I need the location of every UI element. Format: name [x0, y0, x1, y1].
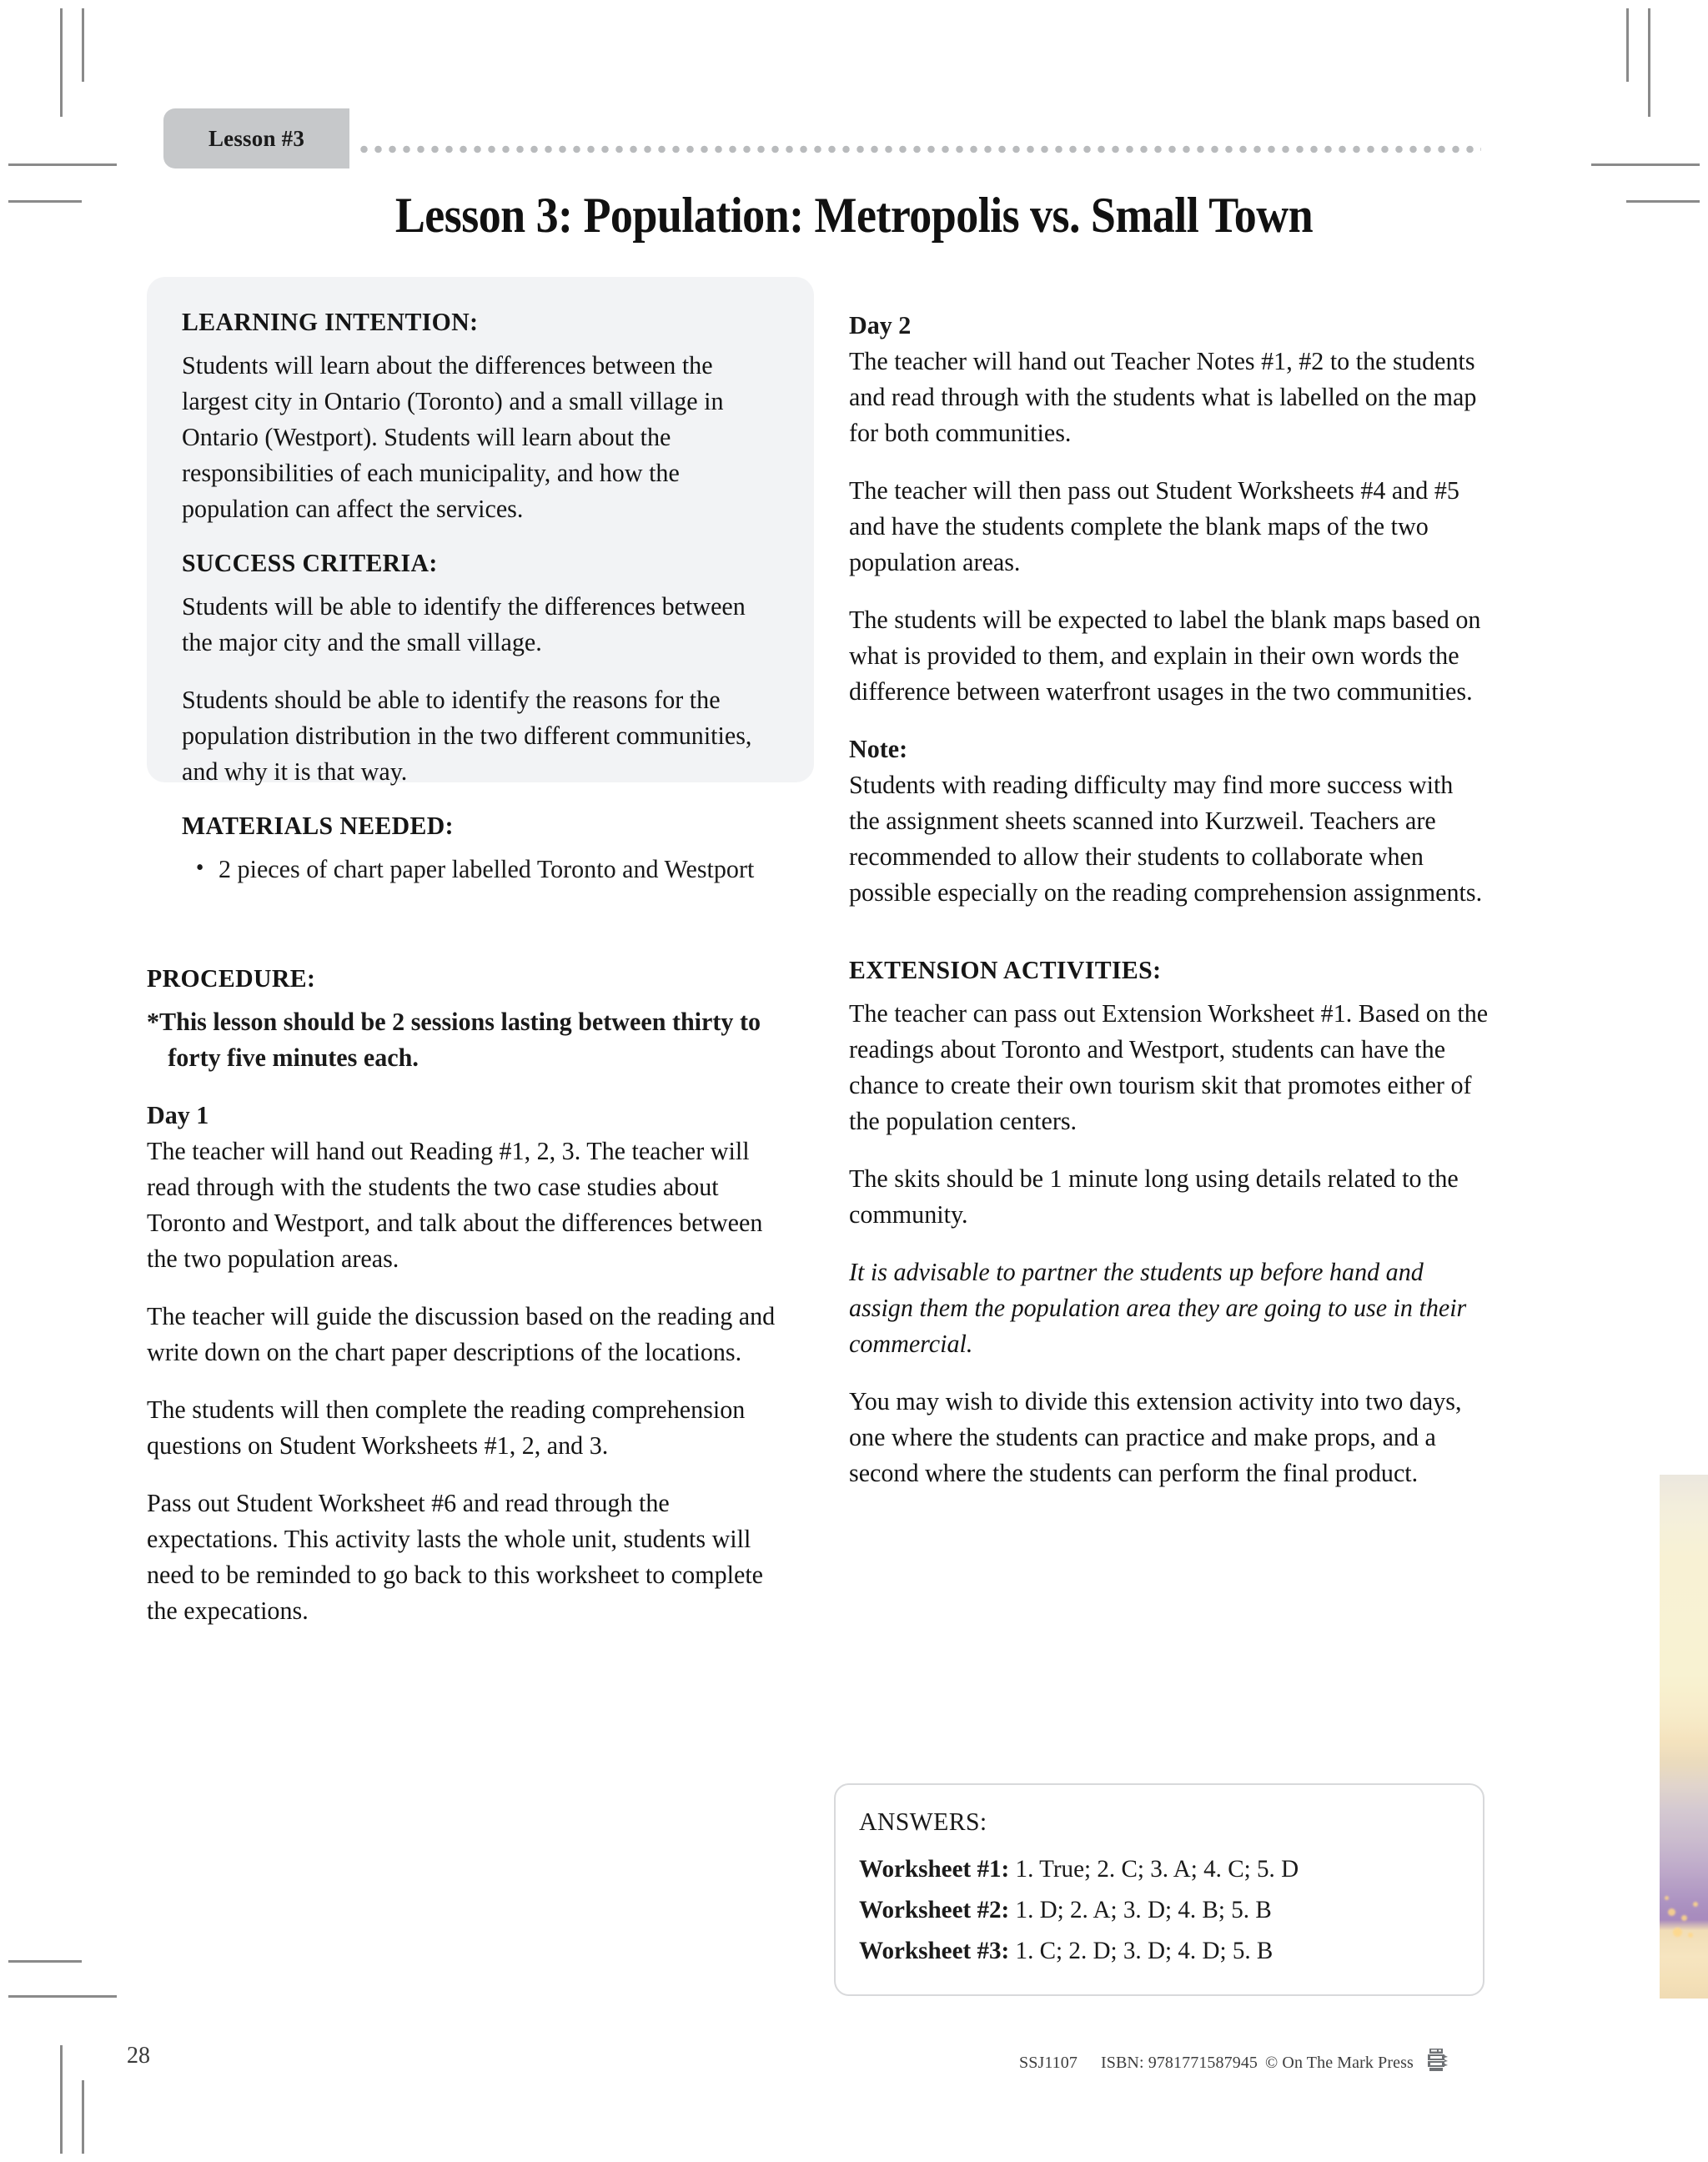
page-number: 28	[127, 2043, 150, 2069]
day-2-paragraph-2: The teacher will then pass out Student Worksheets #4 and #5 and have the students complete the blank maps of the two population areas.	[849, 475, 1459, 576]
success-criteria-paragraph-1: Students will be able to identify the differences between the major city and the small village.	[182, 591, 746, 656]
lesson-tab-label: Lesson #3	[208, 125, 305, 151]
crop-mark-top-left-vertical	[60, 8, 63, 117]
footer-product-code: SSJ1107	[1019, 2053, 1078, 2072]
page-title: Lesson 3: Population: Metropolis vs. Small Town	[394, 188, 1314, 243]
day-2-label: Day 2	[849, 310, 912, 339]
footer-copyright: © On The Mark Press	[1265, 2053, 1414, 2072]
answers-row-value: 1. C; 2. D; 3. D; 4. D; 5. B	[1015, 1937, 1273, 1964]
answers-row-label: Worksheet #1:	[859, 1855, 1010, 1883]
answers-row	[859, 1889, 1441, 1930]
day-2-section	[849, 275, 1508, 709]
day-2-paragraph: The teacher will hand out Teacher Notes #1, #2 to the students and read through with the students what is labelled on the map for both communities.	[849, 346, 1477, 447]
answers-heading: ANSWERS:	[859, 1807, 987, 1836]
note-label: Note:	[849, 734, 908, 763]
crop-mark-top-right-horizontal	[1591, 163, 1700, 166]
lesson-header-band	[163, 108, 1481, 168]
left-column	[147, 275, 814, 1628]
answers-row-label: Worksheet #3:	[859, 1937, 1010, 1964]
note-section	[849, 731, 1508, 910]
crop-mark-top-right-vertical-2	[1648, 8, 1650, 117]
crop-mark-bottom-left-horizontal	[8, 1995, 117, 1998]
extension-paragraph-1: The teacher can pass out Extension Worksheet #1. Based on the readings about Toronto and Westport, students can have the chance to create their own tourism skit that promotes either of the population centers.	[849, 998, 1489, 1135]
printer-icon	[1426, 2048, 1448, 2078]
materials-list	[182, 851, 779, 887]
day-1-paragraph: The teacher will hand out Reading #1, 2, 3. The teacher will read through with the students the two case studies about Toronto and Westport, and talk about the differences between the two population areas.	[147, 1136, 763, 1273]
answers-row-value: 1. True; 2. C; 3. A; 4. C; 5. D	[1015, 1855, 1299, 1883]
note-paragraph: Students with reading difficulty may find more success with the assignment sheets scanned into Kurzweil. Teachers are recommended to allow their students to collaborate when possible especially on the reading comprehension assignments.	[849, 770, 1483, 907]
footer-credit	[1019, 2048, 1448, 2078]
answers-row	[859, 1848, 1441, 1889]
crop-mark-top-left-horizontal	[8, 163, 117, 166]
extension-paragraph-4: You may wish to divide this extension activity into two days, one where the students can practice and make props, and a second where the students can perform the final product.	[849, 1386, 1462, 1487]
intro-panel-content	[147, 275, 814, 887]
crop-mark-bottom-left-vertical	[60, 2045, 63, 2154]
crop-mark-bottom-left-horizontal-2	[8, 1960, 82, 1963]
crop-mark-top-left-vertical-2	[82, 8, 84, 82]
section-spacer	[849, 932, 1508, 955]
crop-mark-top-right-vertical	[1626, 8, 1629, 82]
extension-paragraph-2: The skits should be 1 minute long using details related to the community.	[849, 1164, 1459, 1229]
lesson-tab	[163, 108, 349, 168]
footer-isbn: ISBN: 9781771587945	[1101, 2053, 1258, 2072]
crop-mark-top-left-horizontal-2	[8, 200, 82, 203]
procedure-paragraph-2: The teacher will guide the discussion based on the reading and write down on the chart paper descriptions of the locations.	[147, 1301, 776, 1366]
header-dotted-rule	[357, 145, 1481, 153]
list-item: • 2 pieces of chart paper labelled Toronto and Westport	[219, 851, 762, 887]
learning-intention-paragraph: Students will learn about the differences between the largest city in Ontario (Toronto) and a small village in Ontario (Westport). Students will learn about the responsibilities of each municipality, and how the population can affect the services.	[182, 350, 724, 523]
day-1-label: Day 1	[147, 1100, 209, 1129]
materials-needed-heading: MATERIALS NEEDED:	[182, 811, 454, 840]
answers-row	[859, 1930, 1441, 1971]
procedure-section	[147, 887, 814, 1628]
answers-row-label: Worksheet #2:	[859, 1896, 1010, 1923]
extension-paragraph-3-italic: It is advisable to partner the students up before hand and assign them the population area they are going to use in their commercial.	[849, 1257, 1467, 1358]
crop-mark-bottom-left-vertical-2	[82, 2080, 84, 2154]
right-column	[849, 275, 1508, 1491]
procedure-session-note: *This lesson should be 2 sessions lasting between thirty to forty five minutes each.	[147, 1007, 761, 1072]
success-criteria-heading: SUCCESS CRITERIA:	[182, 548, 438, 577]
extension-activities-section	[849, 955, 1508, 1491]
learning-intention-heading: LEARNING INTENTION:	[182, 307, 479, 336]
answers-box	[834, 1783, 1484, 1996]
answers-row-value: 1. D; 2. A; 3. D; 4. B; 5. B	[1015, 1896, 1272, 1923]
success-criteria-paragraph-2: Students should be able to identify the reasons for the population distribution in the two different communities, and why it is that way.	[182, 685, 752, 786]
procedure-paragraph-3: The students will then complete the reading comprehension questions on Student Worksheets #1, 2, and 3.	[147, 1395, 746, 1460]
procedure-heading: PROCEDURE:	[147, 963, 316, 993]
procedure-paragraph-4: Pass out Student Worksheet #6 and read through the expectations. This activity lasts the whole unit, students will need to be reminded to go back to this worksheet to complete the expecations.	[147, 1488, 764, 1625]
extension-activities-heading: EXTENSION ACTIVITIES:	[849, 955, 1162, 984]
day-2-paragraph-3: The students will be expected to label the blank maps based on what is provided to them, and explain in their own words the difference between waterfront usages in the two communities.	[849, 605, 1481, 706]
crop-mark-top-right-horizontal-2	[1626, 200, 1700, 203]
